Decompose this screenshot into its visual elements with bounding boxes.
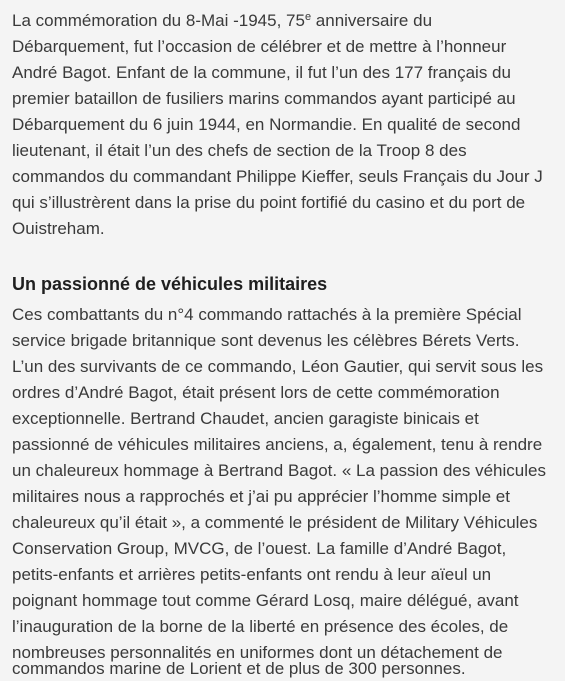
paragraph-2-line: militaires nous a rapprochés et j’ai pu apprécier l’homme simple et — [12, 487, 510, 506]
paragraph-1-line: Débarquement du 6 juin 1944, en Normandie. En qualité de second — [12, 115, 521, 134]
paragraph-2-line: passionné de véhicules militaires anciens, a, également, tenu à rendre — [12, 435, 543, 454]
paragraph-2-line: nombreuses personnalités en uniformes dont un détachement de — [12, 643, 503, 662]
paragraph-2-line: Conservation Group, MVCG, de l’ouest. La famille d’André Bagot, — [12, 539, 507, 558]
paragraph-2-line: un chaleureux hommage à Bertrand Bagot. « La passion des véhicules — [12, 461, 546, 480]
line-text-tail: anniversaire du — [311, 11, 433, 30]
paragraph-1-line: qui s’illustrèrent dans la prise du point fortifié du casino et du port de — [12, 193, 526, 212]
paragraph-1-line: lieutenant, il était l’un des chefs de section de la Troop 8 des — [12, 141, 467, 160]
paragraph-2-line: service brigade britannique sont devenus les célèbres Bérets Verts. — [12, 331, 520, 350]
line-text: La commémoration du 8-Mai -1945, 75 — [12, 11, 305, 30]
ordinal-superscript: e — [304, 11, 312, 23]
paragraph-2-line: L’un des survivants de ce commando, Léon Gautier, qui servit sous les — [12, 357, 544, 376]
paragraph-2-line: poignant hommage tout comme Gérard Losq, maire délégué, avant — [12, 591, 519, 610]
paragraph-1-line: Débarquement, fut l’occasion de célébrer et de mettre à l’honneur — [12, 37, 507, 56]
paragraph-1-line — [12, 10, 432, 32]
paragraph-2-line: l’inauguration de la borne de la liberté en présence des écoles, de — [12, 617, 509, 636]
section-heading: Un passionné de véhicules militaires — [12, 274, 328, 294]
paragraph-1-line: premier bataillon de fusiliers marins commandos ayant participé au — [12, 89, 516, 108]
paragraph-2-line: ordres d’André Bagot, était présent lors de cette commémoration — [12, 383, 500, 402]
paragraph-1-line: Ouistreham. — [12, 219, 105, 238]
paragraph-2-line: chaleureux qu’il était », a commenté le président de Military Véhicules — [12, 513, 538, 532]
paragraph-1-line: André Bagot. Enfant de la commune, il fut l’un des 177 français du — [12, 63, 511, 82]
paragraph-1-line: commandos du commandant Philippe Kieffer, seuls Français du Jour J — [12, 167, 543, 186]
paragraph-2-line: commandos marine de Lorient et de plus de 300 personnes. — [12, 659, 466, 678]
paragraph-2-line: exceptionnelle. Bertrand Chaudet, ancien garagiste binicais et — [12, 409, 479, 428]
paragraph-2-line: Ces combattants du n°4 commando rattachés à la première Spécial — [12, 305, 522, 324]
paragraph-2-line: petits-enfants et arrières petits-enfants ont rendu à leur aïeul un — [12, 565, 492, 584]
